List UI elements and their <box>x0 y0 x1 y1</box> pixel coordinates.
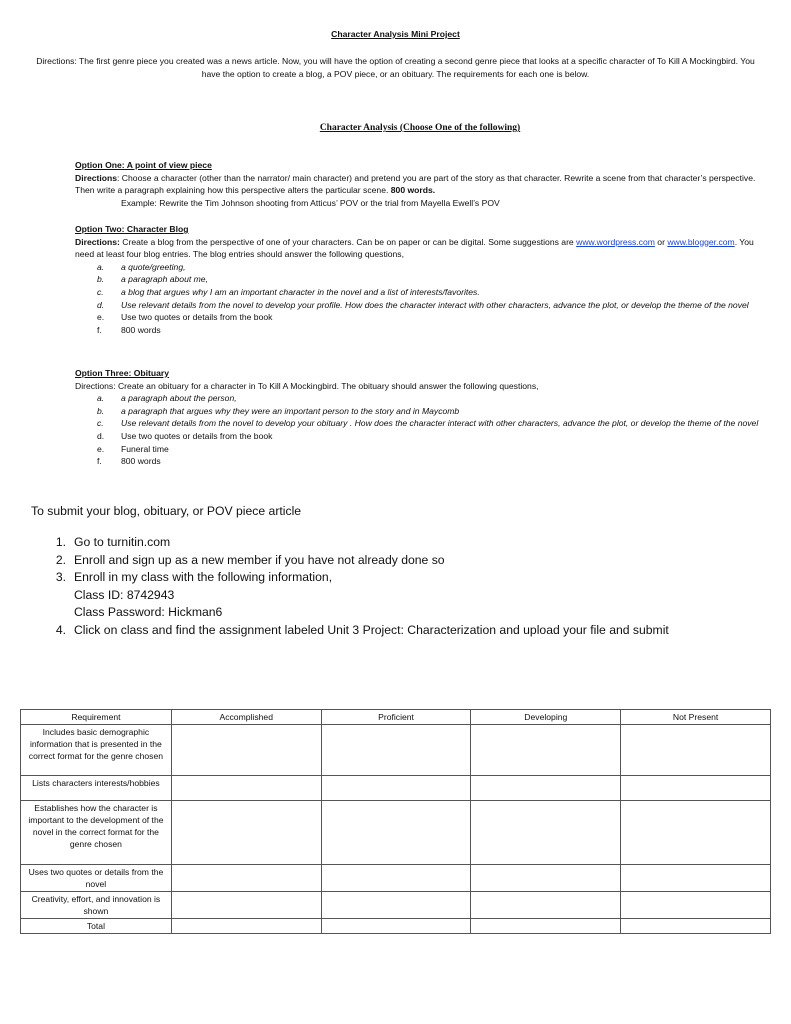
list-marker: a. <box>97 393 105 404</box>
option-one-example: Example: Rewrite the Tim Johnson shooting from Atticus’ POV or the trial from Mayella Ewell’s POV <box>121 197 500 208</box>
rubric-row <box>21 892 771 919</box>
submit-step <box>38 534 778 552</box>
rubric-row <box>21 919 771 934</box>
step-text: Class ID: 8742943 <box>74 587 175 602</box>
rubric-score-cell[interactable] <box>471 801 621 865</box>
submit-step <box>38 552 778 570</box>
option-three-directions: Directions: Create an obituary for a character in To Kill A Mockingbird. The obituary should answer the following questions, <box>75 380 539 391</box>
intro-directions: Directions: The first genre piece you created was a news article. Now, you will have the option of creating a second genre piece that looks at a specific character of To Kill A Mockingbird. You have the option to create a blog, a POV piece, or an obituary. The requirements for each one is below. <box>36 56 755 79</box>
rubric-table <box>20 709 771 934</box>
rubric-score-cell[interactable] <box>621 725 771 776</box>
submit-steps <box>38 534 778 639</box>
list-item-text: Use two quotes or details from the book <box>121 312 273 323</box>
option-three <box>75 367 760 468</box>
directions-label: Directions <box>75 172 118 183</box>
rubric-header-cell: Requirement <box>21 710 172 725</box>
step-text: Go to turnitin.com <box>74 535 171 549</box>
submit-step <box>38 622 778 640</box>
list-item <box>75 430 760 443</box>
step-text: Enroll and sign up as a new member if you have not already done so <box>74 552 445 567</box>
list-item-text: a paragraph about the person, <box>121 393 237 404</box>
rubric-score-cell[interactable] <box>321 801 471 865</box>
rubric-score-cell[interactable] <box>321 776 471 801</box>
option-two-heading: Option Two: Character Blog <box>75 224 189 234</box>
rubric-score-cell[interactable] <box>171 776 321 801</box>
section-subtitle: Character Analysis (Choose One of the following) <box>319 123 521 133</box>
rubric-score-cell[interactable] <box>171 892 321 919</box>
rubric-score-cell[interactable] <box>471 725 621 776</box>
list-item-text: Use relevant details from the novel to develop your obituary . How does the character interact with other characters, advance the plot, or develop the theme of the novel <box>121 418 759 429</box>
list-item <box>75 417 760 430</box>
rubric-score-cell[interactable] <box>471 919 621 934</box>
rubric-row <box>21 801 771 865</box>
submit-heading: To submit your blog, obituary, or POV piece article <box>31 504 302 518</box>
directions-label: Directions: <box>75 236 120 247</box>
directions-text-2: . You need at least four blog entries. The blog entries should answer the following questions, <box>75 236 754 260</box>
list-marker: b. <box>97 405 105 416</box>
rubric-score-cell[interactable] <box>171 919 321 934</box>
list-marker: e. <box>97 312 105 323</box>
rubric-score-cell[interactable] <box>621 865 771 892</box>
list-marker: d. <box>97 430 105 441</box>
rubric-row <box>21 776 771 801</box>
list-marker: c. <box>97 286 104 297</box>
list-item-text: a paragraph that argues why they were an important person to the story and in Maycomb <box>121 405 460 416</box>
rubric-score-cell[interactable] <box>471 865 621 892</box>
rubric-score-cell[interactable] <box>171 801 321 865</box>
option-one-directions <box>75 172 760 197</box>
connector-text: or <box>654 236 668 247</box>
rubric-requirement: Lists characters interests/hobbies <box>21 776 172 801</box>
rubric-score-cell[interactable] <box>321 919 471 934</box>
option-three-heading: Option Three: Obituary <box>75 368 170 378</box>
list-marker: d. <box>97 299 105 310</box>
list-item <box>75 392 760 405</box>
rubric-row <box>21 865 771 892</box>
list-item-text: Use relevant details from the novel to develop your profile. How does the character interact with other characters, advance the plot, or develop the theme of the novel <box>121 299 749 310</box>
list-marker: f. <box>97 324 102 335</box>
list-item <box>75 405 760 418</box>
list-item-text: Funeral time <box>121 443 169 454</box>
submit-step <box>38 569 778 587</box>
list-item-text: a quote/greeting, <box>121 261 186 272</box>
list-item <box>75 324 760 337</box>
rubric-header-cell: Not Present <box>621 710 771 725</box>
option-one-heading: Option One: A point of view piece <box>75 160 212 170</box>
rubric-header-cell: Developing <box>471 710 621 725</box>
rubric-requirement: Total <box>21 919 172 934</box>
rubric-score-cell[interactable] <box>621 801 771 865</box>
rubric-score-cell[interactable] <box>471 892 621 919</box>
rubric-row <box>21 725 771 776</box>
word-count: 800 words. <box>390 185 436 196</box>
step-text: Enroll in my class with the following information, <box>74 570 333 584</box>
option-three-list <box>75 392 760 468</box>
rubric-requirement: Creativity, effort, and innovation is shown <box>21 892 172 919</box>
list-item-text: a paragraph about me, <box>121 274 208 285</box>
rubric-header-row <box>21 710 771 725</box>
rubric-score-cell[interactable] <box>321 725 471 776</box>
step-number: 3. <box>55 570 66 584</box>
step-number: 4. <box>55 622 66 637</box>
list-item <box>75 443 760 456</box>
rubric-score-cell[interactable] <box>321 892 471 919</box>
list-item-text: 800 words <box>121 324 161 335</box>
list-item <box>75 273 760 286</box>
rubric-score-cell[interactable] <box>471 776 621 801</box>
option-two <box>75 223 760 336</box>
step-number: 1. <box>55 535 66 549</box>
list-item <box>75 299 760 312</box>
doc-title: Character Analysis Mini Project <box>331 29 460 39</box>
list-item <box>75 311 760 324</box>
submit-step <box>38 587 778 605</box>
list-marker: c. <box>97 418 104 429</box>
blogger-link[interactable]: www.blogger.com <box>667 236 735 247</box>
step-text: Class Password: Hickman6 <box>74 605 223 619</box>
wordpress-link[interactable]: www.wordpress.com <box>576 236 655 247</box>
option-two-directions <box>75 236 760 261</box>
rubric-header-cell: Proficient <box>321 710 471 725</box>
list-marker: a. <box>97 261 105 272</box>
rubric-score-cell[interactable] <box>621 776 771 801</box>
rubric-requirement: Includes basic demographic information that is presented in the correct format for the genre chosen <box>21 725 172 776</box>
rubric-score-cell[interactable] <box>321 865 471 892</box>
rubric-requirement: Establishes how the character is important to the development of the novel in the correct format for the genre chosen <box>21 801 172 865</box>
step-number: 2. <box>55 552 66 567</box>
rubric-score-cell[interactable] <box>171 725 321 776</box>
rubric-header-cell: Accomplished <box>171 710 321 725</box>
directions-text: : Choose a character (other than the narrator/ main character) and pretend you are part of the story as that character. Rewrite a scene from that character’s perspective. Then write a paragraph explaining how this perspective alters the particular scene. <box>75 172 756 196</box>
option-one <box>75 159 760 209</box>
list-item <box>75 261 760 274</box>
step-text: Click on class and find the assignment labeled Unit 3 Project: Characterization and upload your file and submit <box>74 622 669 637</box>
list-item-text: a blog that argues why I am an important character in the novel and a list of interests/favorites. <box>121 286 480 297</box>
submit-step <box>38 604 778 622</box>
list-item <box>75 286 760 299</box>
rubric-requirement: Uses two quotes or details from the novel <box>21 865 172 892</box>
rubric-score-cell[interactable] <box>621 892 771 919</box>
list-item <box>75 455 760 468</box>
list-marker: f. <box>97 456 102 467</box>
option-two-list <box>75 261 760 337</box>
directions-text: Create a blog from the perspective of one of your characters. Can be on paper or can be digital. Some suggestions are <box>119 236 577 247</box>
rubric-score-cell[interactable] <box>171 865 321 892</box>
rubric-score-cell[interactable] <box>621 919 771 934</box>
list-marker: b. <box>97 274 105 285</box>
list-item-text: Use two quotes or details from the book <box>121 430 273 441</box>
list-item-text: 800 words <box>121 456 161 467</box>
list-marker: e. <box>97 443 105 454</box>
